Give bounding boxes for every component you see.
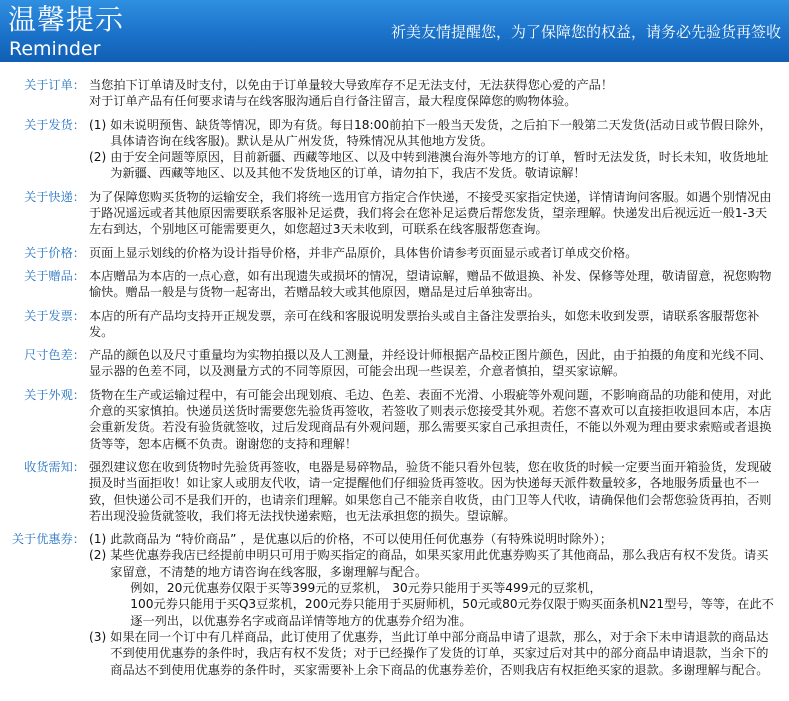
section-label: 关于价格： [24, 245, 85, 260]
section-body: 本店的所有产品均支持开正规发票，亲可在线和客服说明发票抬头或自主备注发票抬头，如您未收到发票，请联系客服帮您补发。 [89, 308, 760, 339]
section-shipping [0, 117, 789, 182]
item-number: (2) [89, 150, 107, 165]
section-line: 当您拍下订单请及时支付，以免由于订单量较大导致库存不足无法支付，无法获得您心爱的产品！ [89, 78, 614, 92]
section-line: 对于订单产品有任何要求请与在线客服沟通后自行备注留言，最大程度保障您的购物体验。 [89, 94, 577, 109]
item-text: 如未说明预售、缺货等情况，即为有货。每日18:00前拍下一般当天发货，之后拍下一般第二天发货(活动日或节假日除外，具体请咨询在线客服)。默认是从广州发货，特殊情况从其他地方发货。 [110, 117, 772, 148]
section-label: 关于快递： [24, 189, 85, 204]
page-title: 温馨提示 [8, 3, 125, 36]
section-body: 本店赠品为本店的一点心意，如有出现遗失或损坏的情况，望请谅解，赠品不做退换、补发、保修等处理，敬请留意，祝您购物愉快。赠品一般是与货物一起寄出，若赠品较大或其他原因，赠品是过后单独寄出。 [89, 268, 772, 300]
list-item [89, 531, 779, 547]
item-text: 由于安全问题等原因，目前新疆、西藏等地区、以及中转到港澳台海外等地方的订单，暂时无法发货，时长未知，收货地址为新疆、西藏等地区、以及其他不发货地区的订单，请勿拍下，我店不发货。敬请谅解！ [110, 150, 769, 181]
item-example-line: 100元券只能用于买Q3豆浆机，200元券只能用于买厨师机，50元或80元券仅限于购买面条机N21型号，等等，在此不逐一列出，以优惠券名字或商品详情等地方的优惠券介绍为准。 [130, 597, 774, 628]
section-body: 货物在生产或运输过程中，有可能会出现划痕、毛边、色差、表面不光滑、小瑕疵等外观问题，不影响商品的功能和使用，对此介意的买家慎拍。快递员送货时需要您先验货再签收，若签收了则表示您接受其外观。若您不喜欢可以直接拒收退回本店，本店会重新发货。若没有验货就签收，过后发现商品有外观问题，那么需要买家自己承担责任，不能以外观为理由要求索赔或者退换货等等，恕本店概不负责。谢谢您的支持和理解！ [89, 387, 772, 451]
section-body: 强烈建议您在收到货物时先验货再签收，电器是易碎物品，验货不能只看外包装，您在收货的时候一定要当面开箱验货，发现破损及时当面拒收！如让家人或朋友代收，请一定提醒他们仔细验货再签收。因为快递每天派件数量较多，各地服务质量也不一致，但快递公司不是我们开的，也请亲们理解。如果您自己不能亲自收货，由门卫等人代收，请确保他们会帮您验货再拍，否则若出现没验货就签收，我们将无法找快递索赔，也无法承担您的损失。望谅解。 [89, 459, 772, 523]
page-subtitle: Reminder [9, 38, 101, 60]
section-label: 关于订单： [24, 78, 85, 92]
list-item [89, 117, 779, 150]
item-number: (3) [89, 629, 107, 644]
section-label: 关于发票： [24, 308, 85, 323]
section-invoice [0, 308, 789, 341]
section-coupon [0, 531, 789, 678]
section-express [0, 189, 789, 238]
item-text [110, 547, 779, 628]
notice-list [0, 77, 789, 685]
section-label: 关于外观： [24, 387, 85, 402]
reminder-header [0, 0, 789, 62]
header-slogan: 祈美友情提醒您，为了保障您的权益，请务必先验货再签收 [390, 23, 781, 41]
section-body [89, 117, 779, 182]
section-gift [0, 268, 789, 301]
list-item [89, 149, 779, 182]
item-text: 如果在同一个订中有几样商品，此订使用了优惠券，当此订单中部分商品申请了退款，那么，对于余下未申请退款的商品达不到使用优惠券的条件时，我店有权不发货；对于已经操作了发货的订单，买家过后对其中的部分商品申请退款，当余下的商品达不到使用优惠券的条件时，买家需要补上余下商品的优惠券差价，否则我店有权拒绝买家的退款。多谢理解与配合。 [110, 629, 769, 677]
item-number: (2) [89, 548, 107, 563]
item-example-line: 例如，20元优惠券仅限于买等399元的豆浆机， 30元券只能用于买等499元的豆浆机， [130, 581, 602, 596]
section-label: 关于优惠券： [11, 532, 85, 547]
section-size-color [0, 347, 789, 380]
item-number: (1) [89, 117, 107, 132]
section-price [0, 245, 789, 261]
section-label: 关于赠品： [24, 268, 85, 283]
section-appearance [0, 387, 789, 452]
section-order [0, 77, 789, 110]
section-body [89, 531, 779, 678]
section-label: 尺寸色差： [24, 348, 85, 363]
section-label: 关于发货： [24, 117, 85, 132]
section-receipt [0, 459, 789, 524]
section-label: 收货需知： [24, 459, 85, 474]
list-item [89, 629, 779, 678]
section-body: 页面上显示划线的价格为设计指导价格，并非产品原价，具体售价请参考页面显示或者订单成交价格。 [89, 245, 638, 260]
section-body: 为了保障您购买货物的运输安全，我们将统一选用官方指定合作快递，不接受买家指定快递，详情请询问客服。如遇个别情况由于路况遥远或者其他原因需要联系客服补足运费，我们将会在您补足运费后帮您发货，望亲理解。快递发出后视远近一般1-3天左右到达，个别地区可能需要更久，如您超过3天未收到，可联系在线客服帮您查询。 [89, 189, 772, 237]
item-line: 某些优惠券我店已经提前申明只可用于购买指定的商品，如果买家用此优惠券购买了其他商品，那么我店有权不发货。请买家留意，不清楚的地方请咨询在线客服，多谢理解与配合。 [110, 548, 769, 579]
section-body [89, 77, 779, 110]
item-text: 此款商品为 “特价商品” ，是优惠以后的价格，不可以使用任何优惠券（有特殊说明时除外）； [110, 532, 613, 547]
list-item [89, 547, 779, 628]
section-body: 产品的颜色以及尺寸重量均为实物拍摄以及人工测量，并经设计师根据产品校正图片颜色，因此，由于拍摄的角度和光线不同、显示器的色差不同，以及测量方式的不同等原因，可能会出现一些误差，介意者慎拍，望买家谅解。 [89, 348, 772, 379]
item-number: (1) [89, 532, 107, 547]
